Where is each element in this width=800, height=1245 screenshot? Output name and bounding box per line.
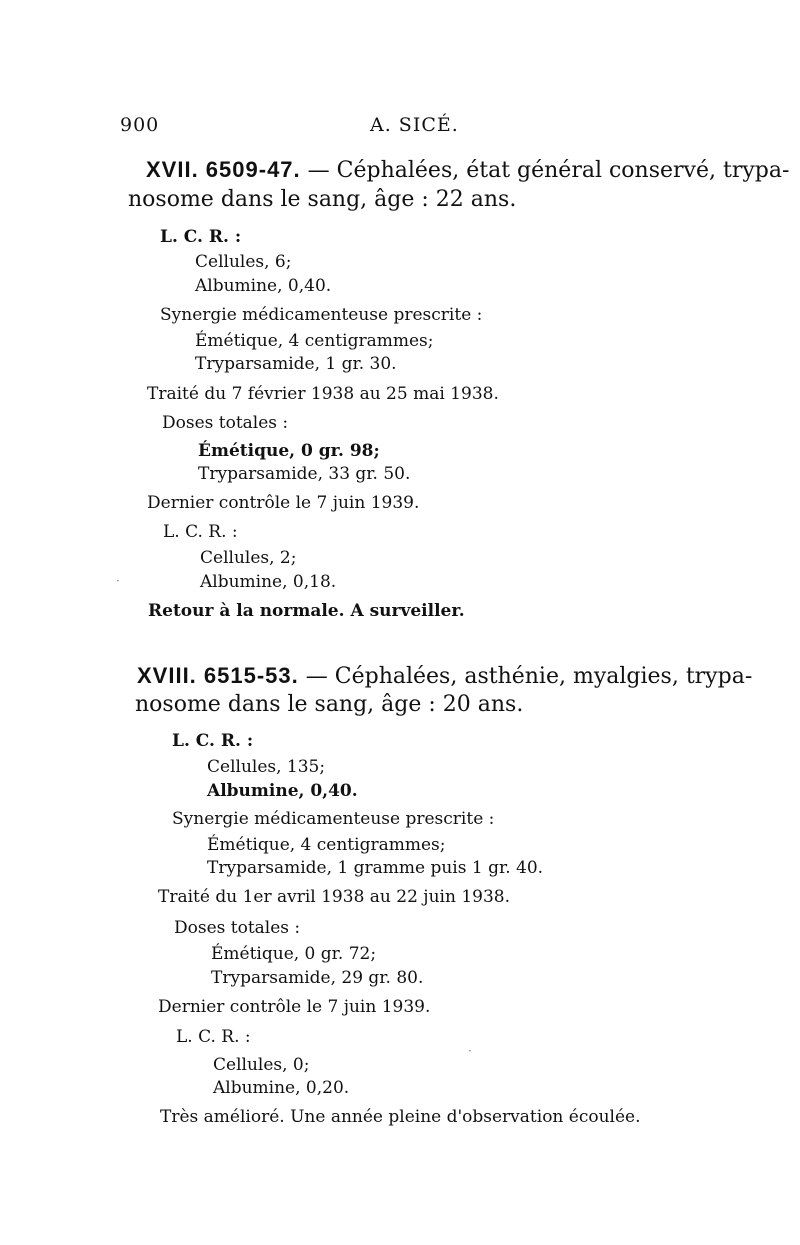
case-18-synergie: Synergie médicamenteuse prescrite :: [172, 809, 495, 829]
case-18-lcr-2: L. C. R. :: [176, 1027, 251, 1047]
case-17-cellules-1: Cellules, 6;: [195, 252, 292, 272]
case-18-title-line-2: nosome dans le sang, âge : 20 ans.: [135, 692, 524, 717]
print-speck: ·: [468, 1044, 472, 1058]
case-17-dernier-controle: Dernier contrôle le 7 juin 1939.: [147, 493, 420, 513]
case-17-cellules-2: Cellules, 2;: [200, 548, 297, 568]
case-18-conclusion: Très amélioré. Une année pleine d'observation écoulée.: [160, 1107, 641, 1127]
running-author: A. SICÉ.: [370, 114, 459, 136]
case-17-lcr-1: L. C. R. :: [160, 227, 242, 247]
case-17-conclusion: Retour à la normale. A surveiller.: [148, 601, 465, 621]
case-18-emetique-total: Émétique, 0 gr. 72;: [211, 944, 377, 964]
case-17-title-line-2: nosome dans le sang, âge : 22 ans.: [128, 187, 517, 212]
case-17-tryparsamide-total: Tryparsamide, 33 gr. 50.: [198, 464, 411, 484]
case-17-synergie: Synergie médicamenteuse prescrite :: [160, 305, 483, 325]
case-18-tryparsamide-total: Tryparsamide, 29 gr. 80.: [211, 968, 424, 988]
case-18-albumine-1: Albumine, 0,40.: [207, 781, 358, 801]
case-18-cellules-1: Cellules, 135;: [207, 757, 326, 777]
case-17-albumine-2: Albumine, 0,18.: [200, 572, 337, 592]
case-18-traite: Traité du 1er avril 1938 au 22 juin 1938.: [158, 887, 510, 907]
case-18-doses-totales: Doses totales :: [174, 918, 301, 938]
case-17-id: XVII. 6509-47.: [146, 157, 301, 182]
case-17-traite: Traité du 7 février 1938 au 25 mai 1938.: [147, 384, 499, 404]
print-speck: ·: [116, 574, 120, 588]
case-18-id: XVIII. 6515-53.: [137, 663, 299, 688]
case-18-dernier-controle: Dernier contrôle le 7 juin 1939.: [158, 997, 431, 1017]
case-18-albumine-2: Albumine, 0,20.: [213, 1078, 350, 1098]
case-17-tryparsamide-dose: Tryparsamide, 1 gr. 30.: [195, 354, 397, 374]
case-18-cellules-2: Cellules, 0;: [213, 1055, 310, 1075]
case-18-title-rest-1: — Céphalées, asthénie, myalgies, trypa-: [298, 664, 753, 689]
case-17-emetique-total: Émétique, 0 gr. 98;: [198, 441, 380, 461]
case-17-title-rest-1: — Céphalées, état général conservé, trypa-: [300, 158, 790, 183]
running-header: [120, 114, 680, 144]
case-18-title-line-1: [137, 660, 752, 692]
page-number: 900: [120, 114, 160, 136]
case-17-title-line-1: [146, 154, 789, 186]
case-18-lcr-1: L. C. R. :: [172, 731, 254, 751]
case-17-albumine-1: Albumine, 0,40.: [195, 276, 332, 296]
case-17-emetique-dose: Émétique, 4 centigrammes;: [195, 331, 434, 351]
case-17-doses-totales: Doses totales :: [162, 413, 289, 433]
case-18-emetique-dose: Émétique, 4 centigrammes;: [207, 835, 446, 855]
case-17-lcr-2: L. C. R. :: [163, 522, 238, 542]
case-18-tryparsamide-dose: Tryparsamide, 1 gramme puis 1 gr. 40.: [207, 858, 544, 878]
